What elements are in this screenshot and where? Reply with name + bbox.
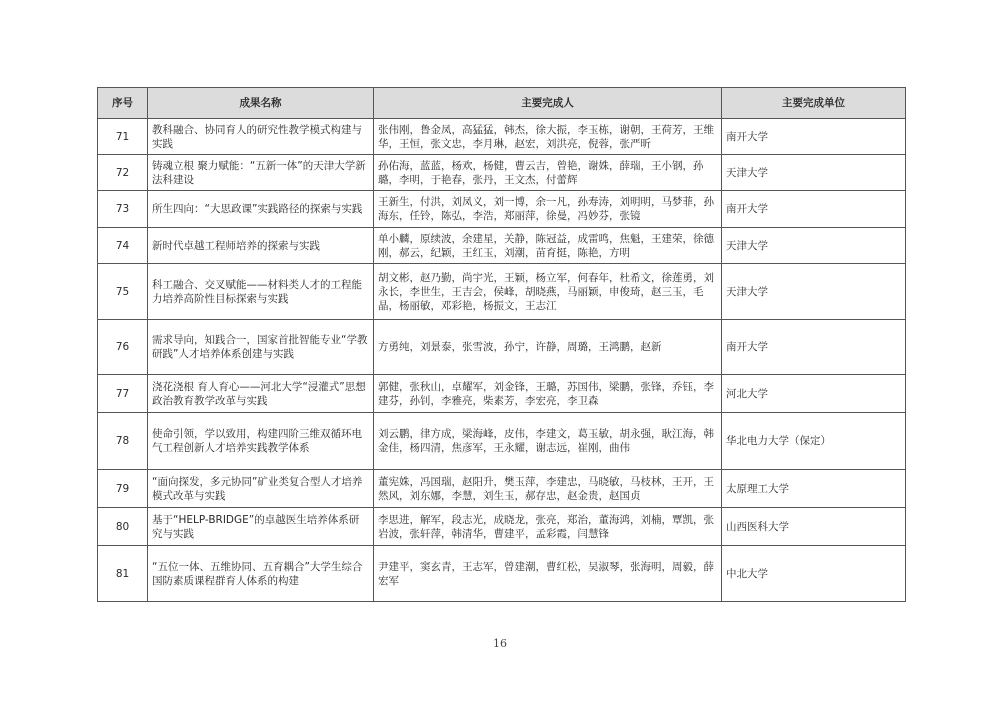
achievement-title: 浇花浇根 育人育心——河北大学“浸灌式”思想政治教育教学改革与实践	[148, 375, 374, 413]
table-row	[98, 228, 906, 264]
table-row	[98, 375, 906, 413]
main-contributors: 李思进，解军，段志光，成晓龙，张亮，郑治，董海鸿，刘楠，覃凯，张岩波，张轩萍，韩清华，曹建平，孟彩霞，闫慧锋	[374, 508, 722, 546]
row-number: 75	[98, 264, 148, 320]
achievement-title: “五位一体、五维协同、五育耦合”大学生综合国防素质课程群育人体系的构建	[148, 546, 374, 602]
main-unit: 天津大学	[722, 264, 906, 320]
main-contributors: 王新生，付洪，刘凤义，刘一博，余一凡，孙寿涛，刘明明，马梦菲，孙海东，任铃，陈弘，李浩，郑丽萍，徐曼，冯妙芬，张镜	[374, 191, 722, 228]
main-unit: 天津大学	[722, 155, 906, 191]
main-contributors: 孙佑海，蓝蓝，杨欢，杨健，曹云吉，曾艳，谢姝，薛瑞，王小钢，孙璐，李明，于艳春，张丹，王文杰，付蕾辉	[374, 155, 722, 191]
main-contributors: 张伟刚，鲁金凤，高猛猛，韩杰，徐大振，李玉栋，谢朝，王荷芳，王维华，王恒，张文忠，李月琳，赵宏，刘洪亮，倪蓉，张严昕	[374, 119, 722, 155]
main-unit: 南开大学	[722, 191, 906, 228]
main-unit: 南开大学	[722, 320, 906, 375]
main-contributors: 胡文彬，赵乃勤，尚宇光，王颖，杨立军，何春年，杜希文，徐莲勇，刘永长，李世生，王吉会，侯峰，胡晓燕，马丽颖，申俊琦，赵三玉，毛晶，杨丽敏，邓彩艳，杨振文，王志江	[374, 264, 722, 320]
achievement-title: 基于“HELP-BRIDGE”的卓越医生培养体系研究与实践	[148, 508, 374, 546]
table-row	[98, 155, 906, 191]
achievement-title: 科工融合、交叉赋能——材料类人才的工程能力培养高阶性目标探索与实践	[148, 264, 374, 320]
header-row	[98, 88, 906, 119]
table-row	[98, 546, 906, 602]
results-table	[97, 87, 906, 602]
main-contributors: 郭健，张秋山，卓耀军，刘金锋，王璐，苏国伟，梁鹏，张锋，乔钰，李建芬，孙钊，李雅亮，柴素芳，李宏亮，李卫森	[374, 375, 722, 413]
row-number: 71	[98, 119, 148, 155]
main-contributors: 方勇纯，刘景泰，张雪波，孙宁，许静，周璐，王鸿鹏，赵新	[374, 320, 722, 375]
row-number: 78	[98, 413, 148, 470]
achievement-title: 需求导向，知践合一，国家首批智能专业“学教研践”人才培养体系创建与实践	[148, 320, 374, 375]
achievement-title: 教科融合、协同育人的研究性教学模式构建与实践	[148, 119, 374, 155]
table-row	[98, 264, 906, 320]
row-number: 73	[98, 191, 148, 228]
row-number: 81	[98, 546, 148, 602]
header-no: 序号	[98, 88, 148, 119]
page-number: 16	[493, 637, 507, 650]
table-row	[98, 508, 906, 546]
header-people: 主要完成人	[374, 88, 722, 119]
achievement-title: “面向探发，多元协同”矿业类复合型人才培养模式改革与实践	[148, 470, 374, 508]
main-unit: 太原理工大学	[722, 470, 906, 508]
row-number: 72	[98, 155, 148, 191]
table-row	[98, 320, 906, 375]
achievement-title: 所生四向：“大思政课”实践路径的探索与实践	[148, 191, 374, 228]
row-number: 77	[98, 375, 148, 413]
table-row	[98, 119, 906, 155]
main-unit: 南开大学	[722, 119, 906, 155]
main-unit: 山西医科大学	[722, 508, 906, 546]
row-number: 79	[98, 470, 148, 508]
row-number: 74	[98, 228, 148, 264]
main-contributors: 董宪姝，冯国瑞，赵阳升，樊玉萍，李建忠，马晓敏，马枝林，王开，王然风，刘东娜，李慧，刘生玉，郝存忠，赵金贵，赵国贞	[374, 470, 722, 508]
table-row	[98, 413, 906, 470]
header-unit: 主要完成单位	[722, 88, 906, 119]
achievement-title: 使命引领，学以致用，构建四阶三维双循环电气工程创新人才培养实践教学体系	[148, 413, 374, 470]
table-row	[98, 191, 906, 228]
table-row	[98, 470, 906, 508]
main-unit: 华北电力大学（保定）	[722, 413, 906, 470]
row-number: 80	[98, 508, 148, 546]
header-title: 成果名称	[148, 88, 374, 119]
main-unit: 天津大学	[722, 228, 906, 264]
main-unit: 河北大学	[722, 375, 906, 413]
row-number: 76	[98, 320, 148, 375]
main-contributors: 单小麟，原续波，余建星，关静，陈冠益，成雷鸣，焦魁，王建荣，徐德刚，郝云，纪颖，王红玉，刘潮，苗育挺，陈艳，方明	[374, 228, 722, 264]
achievement-title: 铸魂立根 聚力赋能：“五新一体”的天津大学新法科建设	[148, 155, 374, 191]
main-contributors: 刘云鹏，律方成，梁海峰，皮伟，李建文，葛玉敏，胡永强，耿江海，韩金佳，杨四清，焦彦军，王永耀，谢志远，崔刚，曲伟	[374, 413, 722, 470]
achievement-title: 新时代卓越工程师培养的探索与实践	[148, 228, 374, 264]
main-contributors: 尹建平，窦玄青，王志军，曾建潮，曹红松，吴淑琴，张海明，周毅，薛宏军	[374, 546, 722, 602]
main-unit: 中北大学	[722, 546, 906, 602]
